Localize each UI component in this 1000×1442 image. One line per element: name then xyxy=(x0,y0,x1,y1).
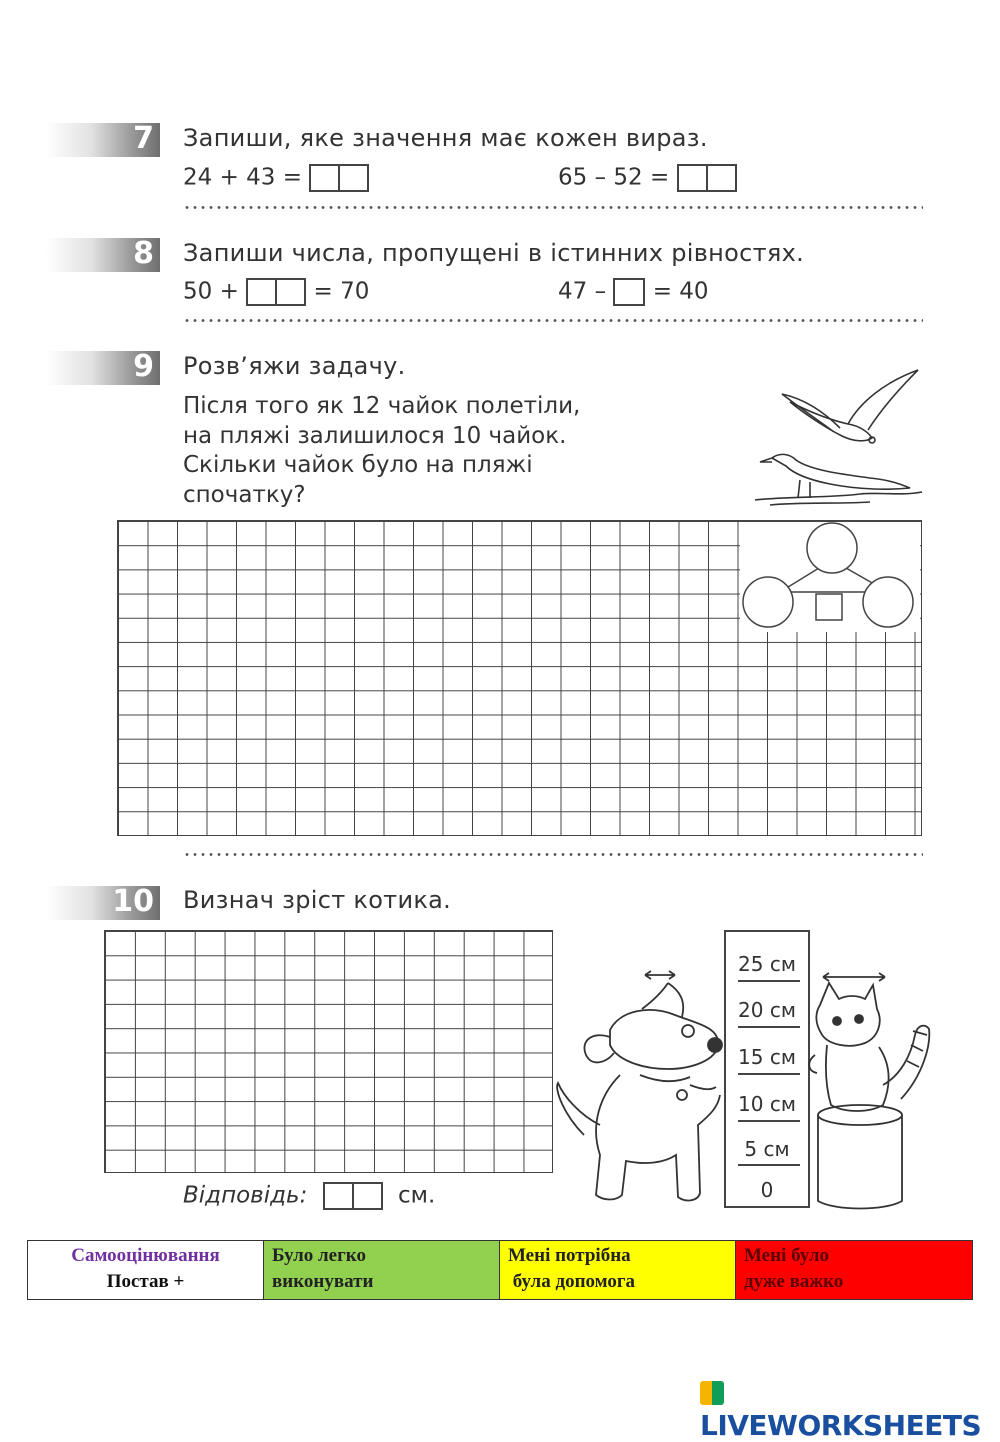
task-10-solution-grid[interactable] xyxy=(104,930,553,1173)
height-ruler xyxy=(724,930,810,1208)
liveworksheets-logo: LIVEWORKSHEETS xyxy=(700,1376,1000,1442)
ruler-mark-25: 25 см xyxy=(738,952,796,976)
part-circle-right xyxy=(863,577,913,627)
needed-help-option-cell[interactable]: Мені потрібна була допомога xyxy=(500,1241,736,1300)
task-8-number-tab: 8 xyxy=(45,238,160,272)
dotted-divider xyxy=(183,319,923,322)
self-assessment-label-cell: Самооцінювання Постав + xyxy=(28,1241,264,1300)
easy-option-cell[interactable]: Було легко виконувати xyxy=(264,1241,500,1300)
task-8-title: Запиши числа, пропущені в істинних рівностях. xyxy=(183,239,805,267)
task-7-equation-2: 65 – 52 = xyxy=(558,164,737,192)
seagulls-illustration xyxy=(750,362,925,510)
missing-number-box[interactable] xyxy=(246,278,306,306)
missing-number-box[interactable] xyxy=(613,278,645,306)
dotted-divider xyxy=(183,853,923,856)
answer-box[interactable] xyxy=(677,164,737,192)
very-hard-option-cell[interactable]: Мені було дуже важко xyxy=(736,1241,973,1300)
operation-box xyxy=(816,594,842,620)
logo-icon xyxy=(700,1381,724,1405)
part-circle-left xyxy=(743,577,793,627)
ruler-mark-0: 0 xyxy=(760,1178,774,1202)
task-10-answer: Відповідь: см. xyxy=(183,1182,436,1209)
task-9-problem-text: Після того як 12 чайок полетіли, на пляжі залишилося 10 чайок. Скільки чайок було на пляжі спочатку? xyxy=(183,393,581,508)
self-assessment-table xyxy=(27,1240,973,1300)
task-7-title: Запиши, яке значення має кожен вираз. xyxy=(183,124,708,152)
answer-box[interactable] xyxy=(309,164,369,192)
ruler-mark-10: 10 см xyxy=(738,1092,796,1116)
dotted-divider xyxy=(183,206,923,209)
ruler-mark-5: 5 см xyxy=(744,1137,790,1161)
dog-illustration xyxy=(550,965,725,1215)
cat-illustration xyxy=(805,965,935,1215)
task-9-number-tab: 9 xyxy=(45,351,160,385)
task-7-equation-1: 24 + 43 = xyxy=(183,164,369,192)
ruler-mark-15: 15 см xyxy=(738,1045,796,1069)
ruler-mark-20: 20 см xyxy=(738,998,796,1022)
task-8-equation-1: 50 + = 70 xyxy=(183,278,370,305)
task-8-equation-2: 47 – = 40 xyxy=(558,278,709,305)
task-10-title: Визнач зріст котика. xyxy=(183,886,452,914)
task-10-number-tab: 10 xyxy=(45,886,160,920)
whole-circle xyxy=(807,523,857,573)
task-7-number-tab: 7 xyxy=(45,123,160,157)
part-whole-diagram xyxy=(740,522,920,632)
task-9-title: Розв’яжи задачу. xyxy=(183,352,406,380)
answer-box[interactable] xyxy=(323,1182,383,1210)
